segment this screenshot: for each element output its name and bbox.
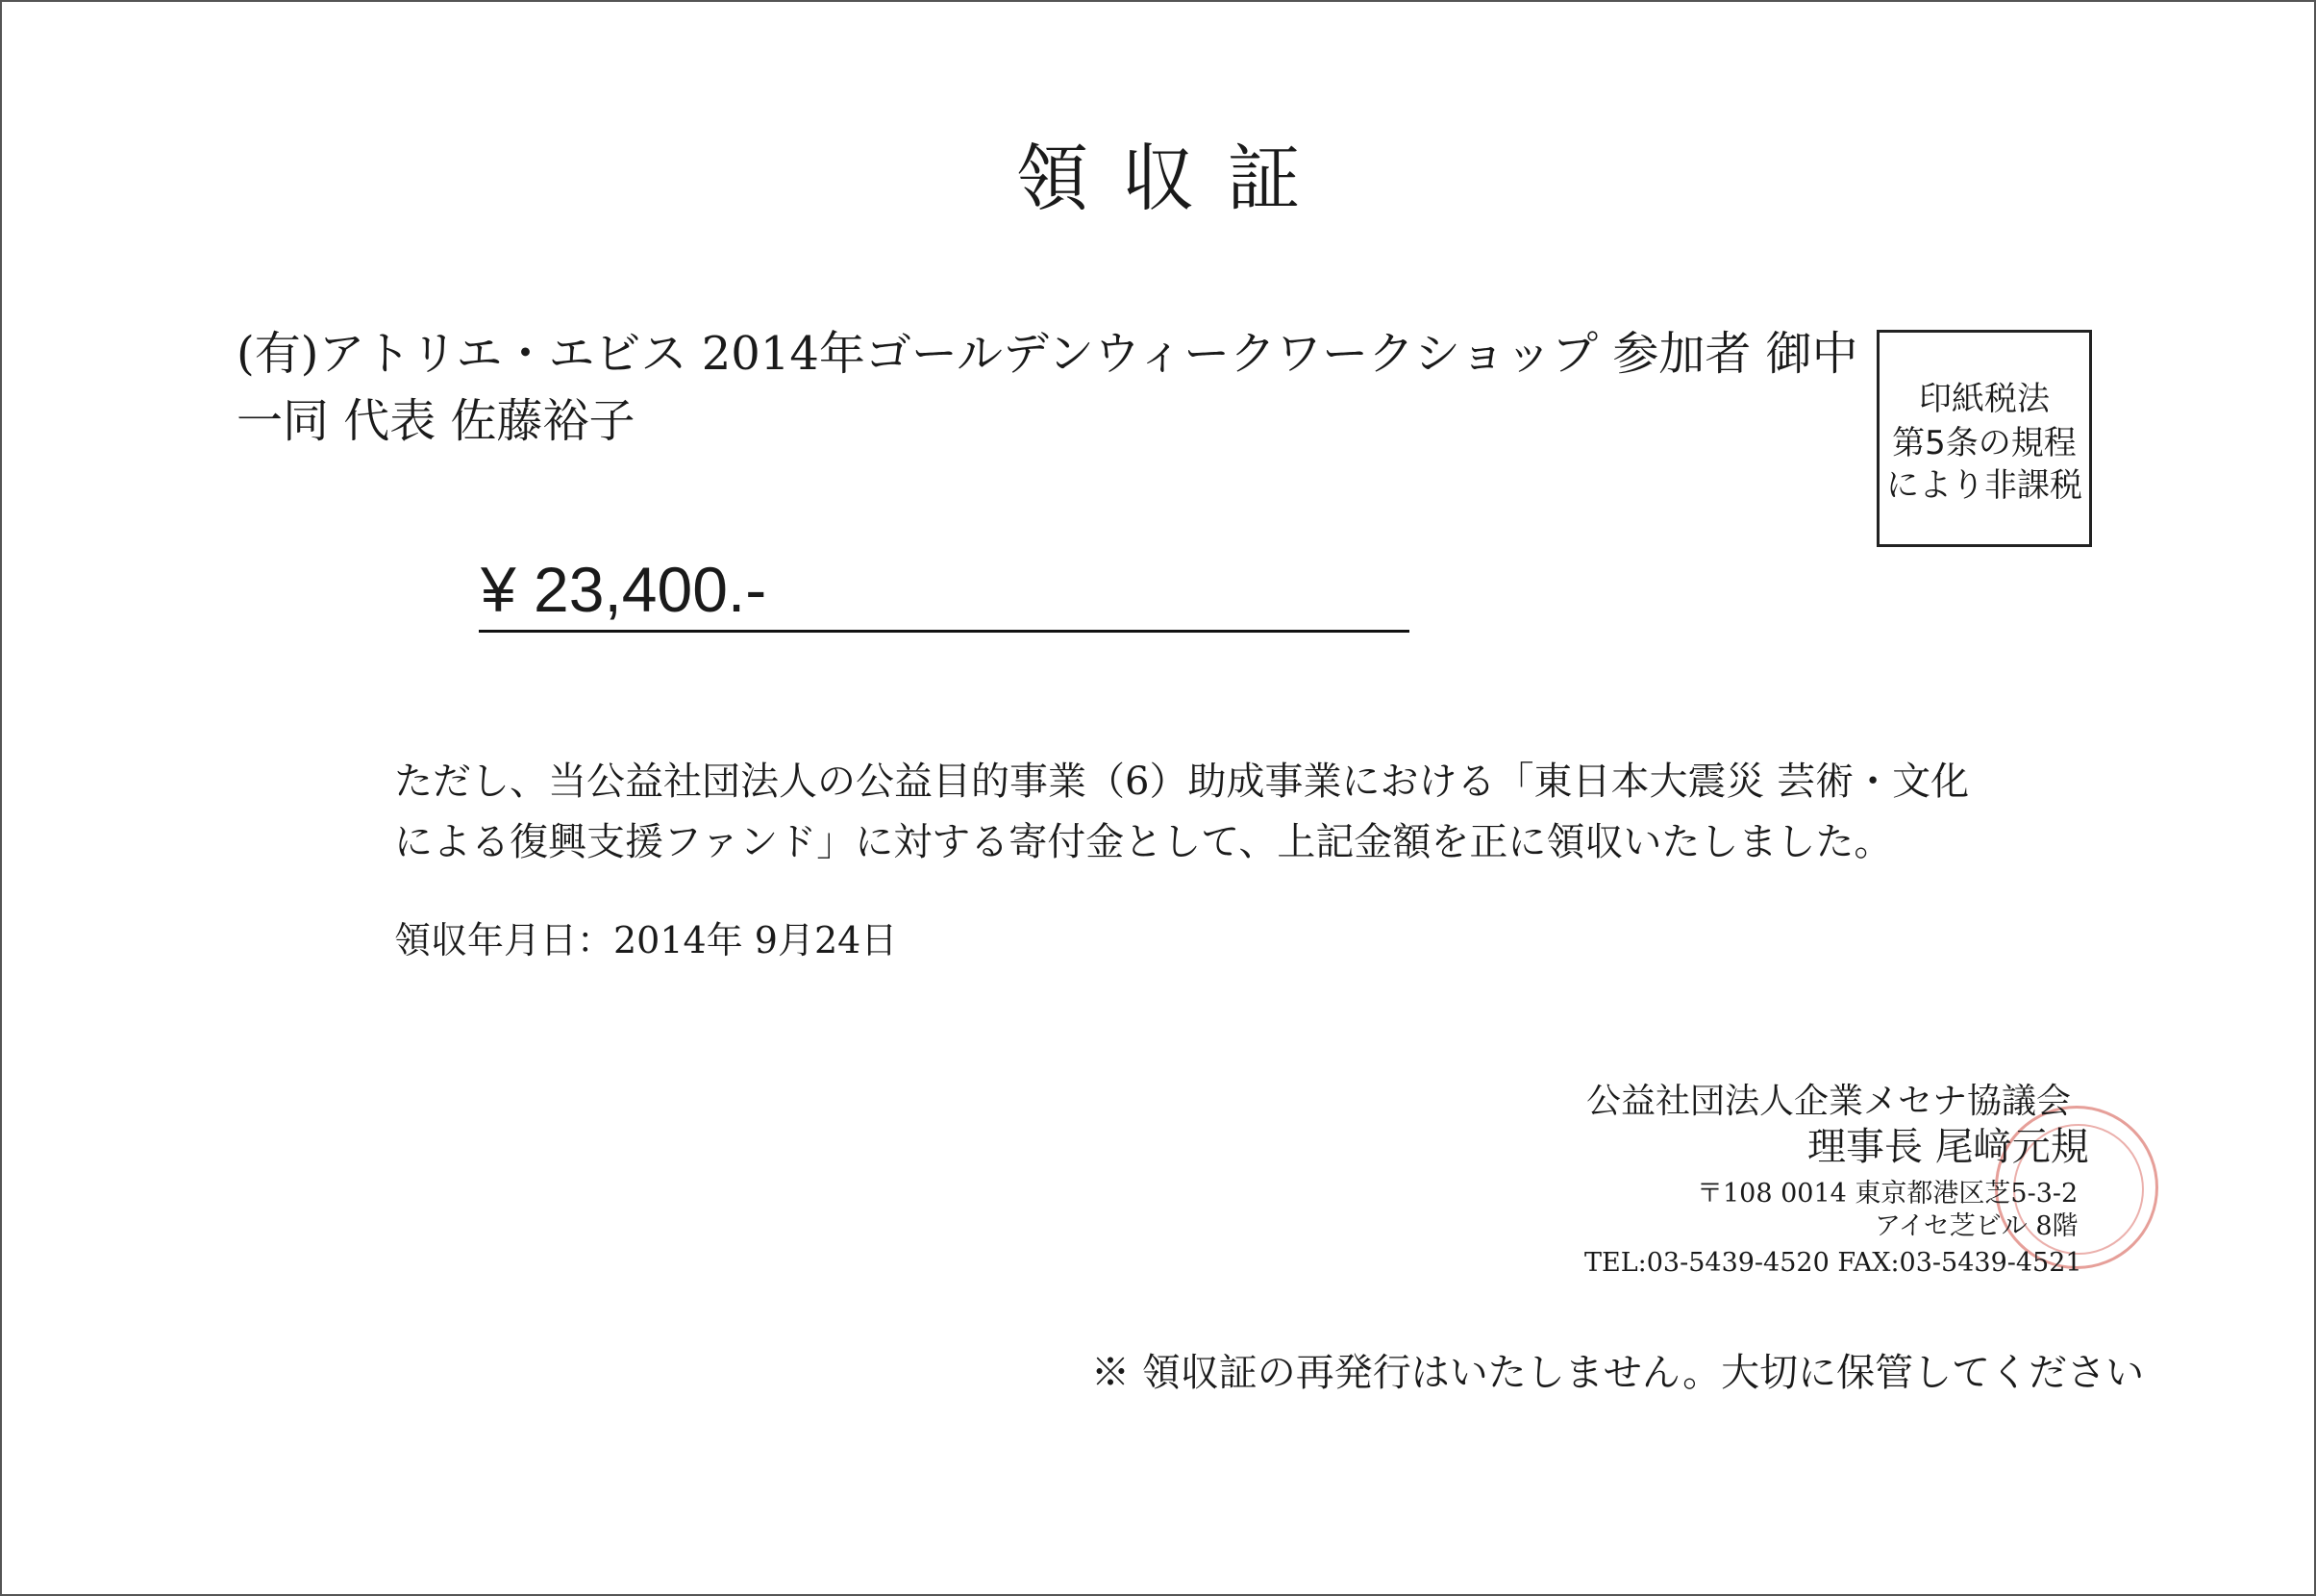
receipt-title: 領収証 (1015, 136, 1333, 221)
amount-underline (479, 630, 1409, 633)
amount: ¥ 23,400.- (481, 554, 767, 625)
reissue-note: ※ 領収証の再発行はいたしません。大切に保管してください (1091, 1351, 2145, 1395)
issuer-organization: 公益社団法人企業メセナ協議会 (1586, 1082, 2072, 1121)
tax-stamp-line-3: により非課税 (1886, 466, 2082, 505)
issuer-representative: 理事長 尾﨑元規 (1807, 1125, 2089, 1169)
issuer-tel-fax: TEL:03-5439-4520 FAX:03-5439-4521 (1584, 1248, 2082, 1278)
tax-stamp-line-2: 第5条の規程 (1892, 424, 2077, 462)
issuer-address-2: アイセ芝ビル 8階 (1875, 1211, 2079, 1241)
issuer-address-1: 〒108 0014 東京都港区芝5-3-2 (1697, 1179, 2079, 1209)
body-line-1: ただし、当公益社団法人の公益目的事業（6）助成事業における「東日本大震災 芸術・文化 (394, 760, 1970, 804)
recipient-line-2: 一同 代表 佐藤裕子 (237, 394, 635, 448)
body-line-2: による復興支援ファンド」に対する寄付金として、上記金額を正に領収いたしました。 (394, 820, 1893, 864)
tax-stamp-line-1: 印紙税法 (1919, 380, 2050, 418)
receipt-date: 領収年月日：2014年 9月24日 (394, 919, 898, 961)
recipient-line-1: (有)アトリエ・エビス 2014年ゴールデンウィークワークショップ 参加者 御中 (237, 327, 1858, 381)
tax-stamp-box (1877, 330, 2092, 547)
